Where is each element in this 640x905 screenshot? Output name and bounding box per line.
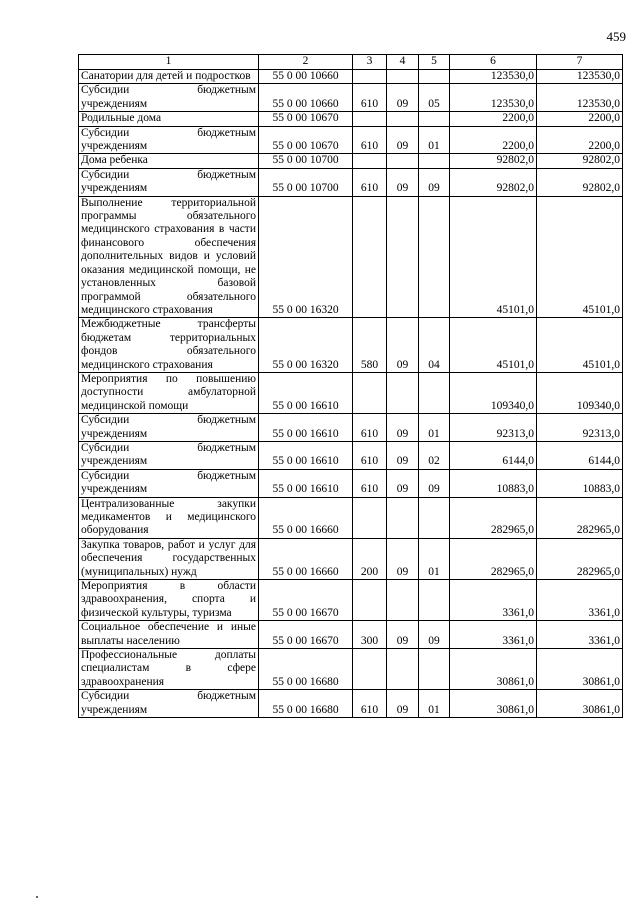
row-amount-7: 30861,0 [537, 690, 623, 718]
row-amount-7: 2200,0 [537, 112, 623, 126]
table-row [79, 649, 623, 690]
row-section [387, 70, 419, 84]
row-amount-7: 282965,0 [537, 538, 623, 579]
row-expense-type [353, 112, 387, 126]
row-expense-type: 610 [353, 414, 387, 442]
row-section [387, 580, 419, 621]
row-subsection: 02 [419, 441, 450, 469]
row-target-code: 55 0 00 16660 [259, 538, 353, 579]
row-target-code: 55 0 00 16320 [259, 318, 353, 373]
row-amount-6: 30861,0 [450, 649, 537, 690]
row-expense-type: 610 [353, 469, 387, 497]
row-subsection: 01 [419, 414, 450, 442]
row-subsection [419, 580, 450, 621]
table-row [79, 414, 623, 442]
row-section: 09 [387, 538, 419, 579]
row-expense-type: 610 [353, 441, 387, 469]
table-body [79, 70, 623, 718]
table-row [79, 126, 623, 154]
column-header: 7 [537, 55, 623, 70]
row-amount-6: 2200,0 [450, 112, 537, 126]
row-section [387, 112, 419, 126]
scan-speck [36, 896, 38, 898]
row-expense-type: 610 [353, 168, 387, 196]
row-subsection: 04 [419, 318, 450, 373]
row-section [387, 497, 419, 538]
row-item-name: Субсидии бюджетным учреждениям [79, 84, 259, 112]
row-expense-type: 300 [353, 621, 387, 649]
row-subsection [419, 154, 450, 168]
row-expense-type [353, 154, 387, 168]
row-item-name: Централизованные закупки медикаментов и медицинского оборудования [79, 497, 259, 538]
table-row [79, 469, 623, 497]
column-header: 1 [79, 55, 259, 70]
table-row [79, 497, 623, 538]
row-expense-type: 610 [353, 690, 387, 718]
row-item-name: Субсидии бюджетным учреждениям [79, 126, 259, 154]
row-target-code: 55 0 00 16320 [259, 196, 353, 318]
table-row [79, 70, 623, 84]
row-target-code: 55 0 00 10670 [259, 112, 353, 126]
row-target-code: 55 0 00 16680 [259, 690, 353, 718]
row-section: 09 [387, 414, 419, 442]
table-row [79, 154, 623, 168]
table-row [79, 580, 623, 621]
row-section: 09 [387, 469, 419, 497]
column-header: 5 [419, 55, 450, 70]
row-expense-type: 580 [353, 318, 387, 373]
row-item-name: Субсидии бюджетным учреждениям [79, 414, 259, 442]
page-number: 459 [606, 29, 626, 44]
row-amount-7: 282965,0 [537, 497, 623, 538]
row-target-code: 55 0 00 16660 [259, 497, 353, 538]
row-target-code: 55 0 00 16610 [259, 414, 353, 442]
row-item-name: Дома ребенка [79, 154, 259, 168]
row-amount-6: 92802,0 [450, 154, 537, 168]
table-row [79, 318, 623, 373]
row-amount-7: 123530,0 [537, 84, 623, 112]
row-target-code: 55 0 00 16610 [259, 469, 353, 497]
row-amount-7: 6144,0 [537, 441, 623, 469]
row-section [387, 649, 419, 690]
row-amount-7: 10883,0 [537, 469, 623, 497]
row-item-name: Мероприятия по повышению доступности амбулаторной медицинской помощи [79, 372, 259, 413]
row-amount-6: 3361,0 [450, 580, 537, 621]
row-target-code: 55 0 00 16610 [259, 372, 353, 413]
row-subsection [419, 196, 450, 318]
row-amount-6: 109340,0 [450, 372, 537, 413]
table-row [79, 168, 623, 196]
row-section: 09 [387, 84, 419, 112]
row-expense-type [353, 372, 387, 413]
table-row [79, 112, 623, 126]
row-section [387, 196, 419, 318]
row-amount-7: 92802,0 [537, 154, 623, 168]
table-row [79, 196, 623, 318]
row-item-name: Выполнение территориальной программы обязательного медицинского страхования в части финансового обеспечения дополнительных видов и условий оказания медицинской помощи, не установленных базовой программой обязательного медицинского страхования [79, 196, 259, 318]
table-header-row [79, 55, 623, 70]
row-target-code: 55 0 00 10700 [259, 154, 353, 168]
row-amount-7: 92802,0 [537, 168, 623, 196]
row-amount-7: 3361,0 [537, 580, 623, 621]
table-row [79, 690, 623, 718]
row-target-code: 55 0 00 10700 [259, 168, 353, 196]
row-subsection: 09 [419, 621, 450, 649]
table-row [79, 621, 623, 649]
row-amount-6: 92313,0 [450, 414, 537, 442]
row-amount-6: 45101,0 [450, 318, 537, 373]
row-subsection [419, 112, 450, 126]
row-section: 09 [387, 126, 419, 154]
row-amount-7: 45101,0 [537, 318, 623, 373]
row-item-name: Санатории для детей и подростков [79, 70, 259, 84]
row-amount-6: 10883,0 [450, 469, 537, 497]
column-header: 2 [259, 55, 353, 70]
row-amount-7: 109340,0 [537, 372, 623, 413]
row-section: 09 [387, 168, 419, 196]
row-amount-6: 3361,0 [450, 621, 537, 649]
row-amount-6: 30861,0 [450, 690, 537, 718]
row-subsection [419, 70, 450, 84]
row-amount-6: 282965,0 [450, 538, 537, 579]
row-item-name: Мероприятия в области здравоохранения, спорта и физической культуры, туризма [79, 580, 259, 621]
budget-table [78, 54, 623, 718]
row-target-code: 55 0 00 10670 [259, 126, 353, 154]
row-item-name: Профессиональные доплаты специалистам в сфере здравоохранения [79, 649, 259, 690]
row-expense-type [353, 580, 387, 621]
row-amount-6: 123530,0 [450, 84, 537, 112]
row-expense-type [353, 497, 387, 538]
row-amount-6: 45101,0 [450, 196, 537, 318]
table-row [79, 84, 623, 112]
row-amount-6: 123530,0 [450, 70, 537, 84]
row-expense-type: 200 [353, 538, 387, 579]
row-item-name: Субсидии бюджетным учреждениям [79, 690, 259, 718]
row-expense-type [353, 196, 387, 318]
table-row [79, 372, 623, 413]
row-section: 09 [387, 621, 419, 649]
row-subsection: 09 [419, 469, 450, 497]
row-item-name: Закупка товаров, работ и услуг для обеспечения государственных (муниципальных) нужд [79, 538, 259, 579]
row-item-name: Межбюджетные трансферты бюджетам территориальных фондов обязательного медицинского страхования [79, 318, 259, 373]
row-item-name: Субсидии бюджетным учреждениям [79, 469, 259, 497]
row-item-name: Социальное обеспечение и иные выплаты населению [79, 621, 259, 649]
row-amount-7: 2200,0 [537, 126, 623, 154]
row-amount-6: 2200,0 [450, 126, 537, 154]
row-expense-type [353, 70, 387, 84]
row-amount-7: 3361,0 [537, 621, 623, 649]
row-amount-6: 282965,0 [450, 497, 537, 538]
row-subsection: 01 [419, 126, 450, 154]
row-item-name: Субсидии бюджетным учреждениям [79, 441, 259, 469]
row-target-code: 55 0 00 10660 [259, 70, 353, 84]
row-section: 09 [387, 441, 419, 469]
row-subsection: 01 [419, 690, 450, 718]
row-amount-6: 6144,0 [450, 441, 537, 469]
table-row [79, 538, 623, 579]
row-amount-7: 30861,0 [537, 649, 623, 690]
row-section: 09 [387, 318, 419, 373]
row-target-code: 55 0 00 10660 [259, 84, 353, 112]
row-amount-7: 92313,0 [537, 414, 623, 442]
row-target-code: 55 0 00 16680 [259, 649, 353, 690]
row-amount-6: 92802,0 [450, 168, 537, 196]
row-section [387, 372, 419, 413]
row-subsection: 01 [419, 538, 450, 579]
row-section: 09 [387, 690, 419, 718]
column-header: 6 [450, 55, 537, 70]
row-subsection [419, 372, 450, 413]
row-expense-type: 610 [353, 126, 387, 154]
table-row [79, 441, 623, 469]
row-subsection [419, 649, 450, 690]
row-target-code: 55 0 00 16670 [259, 580, 353, 621]
row-amount-7: 123530,0 [537, 70, 623, 84]
row-item-name: Субсидии бюджетным учреждениям [79, 168, 259, 196]
row-target-code: 55 0 00 16670 [259, 621, 353, 649]
row-subsection: 05 [419, 84, 450, 112]
row-expense-type [353, 649, 387, 690]
row-subsection: 09 [419, 168, 450, 196]
row-subsection [419, 497, 450, 538]
row-section [387, 154, 419, 168]
row-expense-type: 610 [353, 84, 387, 112]
row-target-code: 55 0 00 16610 [259, 441, 353, 469]
column-header: 3 [353, 55, 387, 70]
column-header: 4 [387, 55, 419, 70]
row-amount-7: 45101,0 [537, 196, 623, 318]
row-item-name: Родильные дома [79, 112, 259, 126]
